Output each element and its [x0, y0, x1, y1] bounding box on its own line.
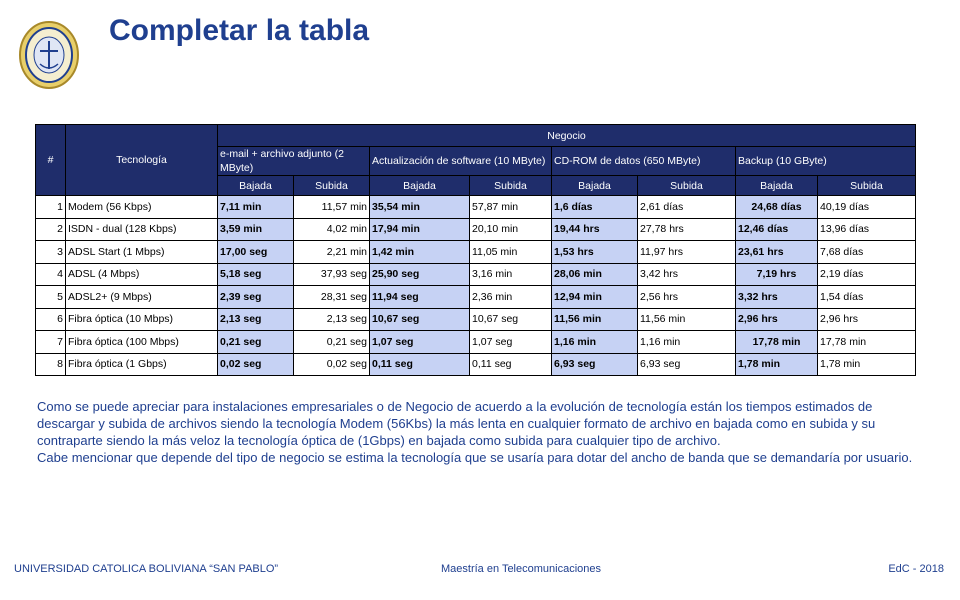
subida-cell: 1,07 seg [470, 331, 552, 354]
subida-cell: 11,56 min [638, 308, 736, 331]
table-row [36, 218, 916, 241]
bajada-cell: 1,53 hrs [552, 241, 638, 264]
hash-header: # [36, 125, 66, 196]
subida-cell: 20,10 min [470, 218, 552, 241]
bajada-cell: 3,59 min [218, 218, 294, 241]
subida-cell: 2,13 seg [294, 308, 370, 331]
bajada-cell: 25,90 seg [370, 263, 470, 286]
bajada-cell: 17,94 min [370, 218, 470, 241]
bajada-cell: 6,93 seg [552, 353, 638, 376]
bajada-header: Bajada [552, 176, 638, 196]
bajada-cell: 1,16 min [552, 331, 638, 354]
technology-cell: Modem (56 Kbps) [66, 196, 218, 219]
subida-cell: 6,93 seg [638, 353, 736, 376]
negocio-header: Negocio [218, 125, 916, 147]
subida-cell: 3,16 min [470, 263, 552, 286]
subida-cell: 3,42 hrs [638, 263, 736, 286]
row-number: 3 [36, 241, 66, 264]
bajada-cell: 35,54 min [370, 196, 470, 219]
subida-cell: 40,19 días [818, 196, 916, 219]
subida-cell: 17,78 min [818, 331, 916, 354]
table-row [36, 196, 916, 219]
bajada-cell: 1,78 min [736, 353, 818, 376]
subida-cell: 0,02 seg [294, 353, 370, 376]
technology-cell: Fibra óptica (10 Mbps) [66, 308, 218, 331]
group-header-email: e-mail + archivo adjunto (2 MByte) [218, 147, 370, 176]
technology-cell: ISDN - dual (128 Kbps) [66, 218, 218, 241]
bajada-cell: 1,6 días [552, 196, 638, 219]
row-number: 5 [36, 286, 66, 309]
subida-cell: 2,36 min [470, 286, 552, 309]
tecnologia-header: Tecnología [66, 125, 218, 196]
subida-cell: 28,31 seg [294, 286, 370, 309]
subida-header: Subida [638, 176, 736, 196]
bajada-cell: 0,21 seg [218, 331, 294, 354]
row-number: 6 [36, 308, 66, 331]
bajada-cell: 11,56 min [552, 308, 638, 331]
subida-cell: 11,97 hrs [638, 241, 736, 264]
bajada-cell: 2,13 seg [218, 308, 294, 331]
bajada-cell: 17,78 min [736, 331, 818, 354]
row-number: 2 [36, 218, 66, 241]
table-row [36, 263, 916, 286]
group-header-backup: Backup (10 GByte) [736, 147, 916, 176]
bajada-cell: 11,94 seg [370, 286, 470, 309]
subida-cell: 57,87 min [470, 196, 552, 219]
subida-cell: 1,16 min [638, 331, 736, 354]
subida-header: Subida [470, 176, 552, 196]
paragraph-1: Como se puede apreciar para instalaciones empresariales o de Negocio de acuerdo a la evolución de tecnología están los tiempos estimados de descargar y subida de archivos siendo la tecnología Modem (56Kbs) la más lenta en cualquier formato de archivo en bajada como en subida y su contraparte siendo la más veloz la tecnología óptica de (1Gbps) en bajada como subida para cualquier tipo de archivo. [37, 399, 876, 448]
bajada-cell: 0,02 seg [218, 353, 294, 376]
subida-header: Subida [294, 176, 370, 196]
bajada-cell: 3,32 hrs [736, 286, 818, 309]
footer-edition: EdC - 2018 [888, 563, 944, 575]
table-row [36, 353, 916, 376]
bajada-cell: 0,11 seg [370, 353, 470, 376]
subida-cell: 10,67 seg [470, 308, 552, 331]
explanation-text [37, 398, 917, 466]
bajada-cell: 19,44 hrs [552, 218, 638, 241]
bajada-header: Bajada [370, 176, 470, 196]
bajada-cell: 10,67 seg [370, 308, 470, 331]
subida-cell: 37,93 seg [294, 263, 370, 286]
bajada-cell: 12,46 días [736, 218, 818, 241]
subida-cell: 2,19 días [818, 263, 916, 286]
group-header-cdrom: CD-ROM de datos (650 MByte) [552, 147, 736, 176]
bajada-cell: 1,42 min [370, 241, 470, 264]
subida-cell: 1,78 min [818, 353, 916, 376]
bajada-cell: 12,94 min [552, 286, 638, 309]
table-row [36, 331, 916, 354]
bajada-cell: 1,07 seg [370, 331, 470, 354]
table-row [36, 308, 916, 331]
slide-title: Completar la tabla [109, 14, 370, 47]
group-header-software: Actualización de software (10 MByte) [370, 147, 552, 176]
bajada-cell: 2,96 hrs [736, 308, 818, 331]
subida-header: Subida [818, 176, 916, 196]
subida-cell: 1,54 días [818, 286, 916, 309]
bajada-cell: 24,68 días [736, 196, 818, 219]
subida-cell: 7,68 días [818, 241, 916, 264]
bajada-cell: 5,18 seg [218, 263, 294, 286]
row-number: 7 [36, 331, 66, 354]
technology-cell: ADSL Start (1 Mbps) [66, 241, 218, 264]
subida-cell: 27,78 hrs [638, 218, 736, 241]
university-seal-icon [18, 20, 80, 90]
subida-cell: 0,11 seg [470, 353, 552, 376]
technology-cell: Fibra óptica (1 Gbps) [66, 353, 218, 376]
subida-cell: 2,56 hrs [638, 286, 736, 309]
transfer-times-table [35, 124, 916, 376]
table-row [36, 241, 916, 264]
row-number: 8 [36, 353, 66, 376]
footer-program: Maestría en Telecomunicaciones [441, 563, 601, 575]
row-number: 1 [36, 196, 66, 219]
technology-cell: Fibra óptica (100 Mbps) [66, 331, 218, 354]
subida-cell: 2,96 hrs [818, 308, 916, 331]
bajada-cell: 7,19 hrs [736, 263, 818, 286]
subida-cell: 11,57 min [294, 196, 370, 219]
table-row [36, 286, 916, 309]
technology-cell: ADSL (4 Mbps) [66, 263, 218, 286]
subida-cell: 2,61 días [638, 196, 736, 219]
technology-cell: ADSL2+ (9 Mbps) [66, 286, 218, 309]
footer-university: UNIVERSIDAD CATOLICA BOLIVIANA “SAN PABLO” [14, 563, 279, 575]
bajada-cell: 23,61 hrs [736, 241, 818, 264]
subida-cell: 13,96 días [818, 218, 916, 241]
bajada-cell: 28,06 min [552, 263, 638, 286]
row-number: 4 [36, 263, 66, 286]
bajada-cell: 17,00 seg [218, 241, 294, 264]
paragraph-2: Cabe mencionar que depende del tipo de negocio se estima la tecnología que se usaría para dotar del ancho de banda que se demandaría por usuario. [37, 450, 913, 465]
subida-cell: 11,05 min [470, 241, 552, 264]
bajada-header: Bajada [736, 176, 818, 196]
subida-cell: 2,21 min [294, 241, 370, 264]
subida-cell: 4,02 min [294, 218, 370, 241]
bajada-cell: 2,39 seg [218, 286, 294, 309]
bajada-cell: 7,11 min [218, 196, 294, 219]
subida-cell: 0,21 seg [294, 331, 370, 354]
bajada-header: Bajada [218, 176, 294, 196]
